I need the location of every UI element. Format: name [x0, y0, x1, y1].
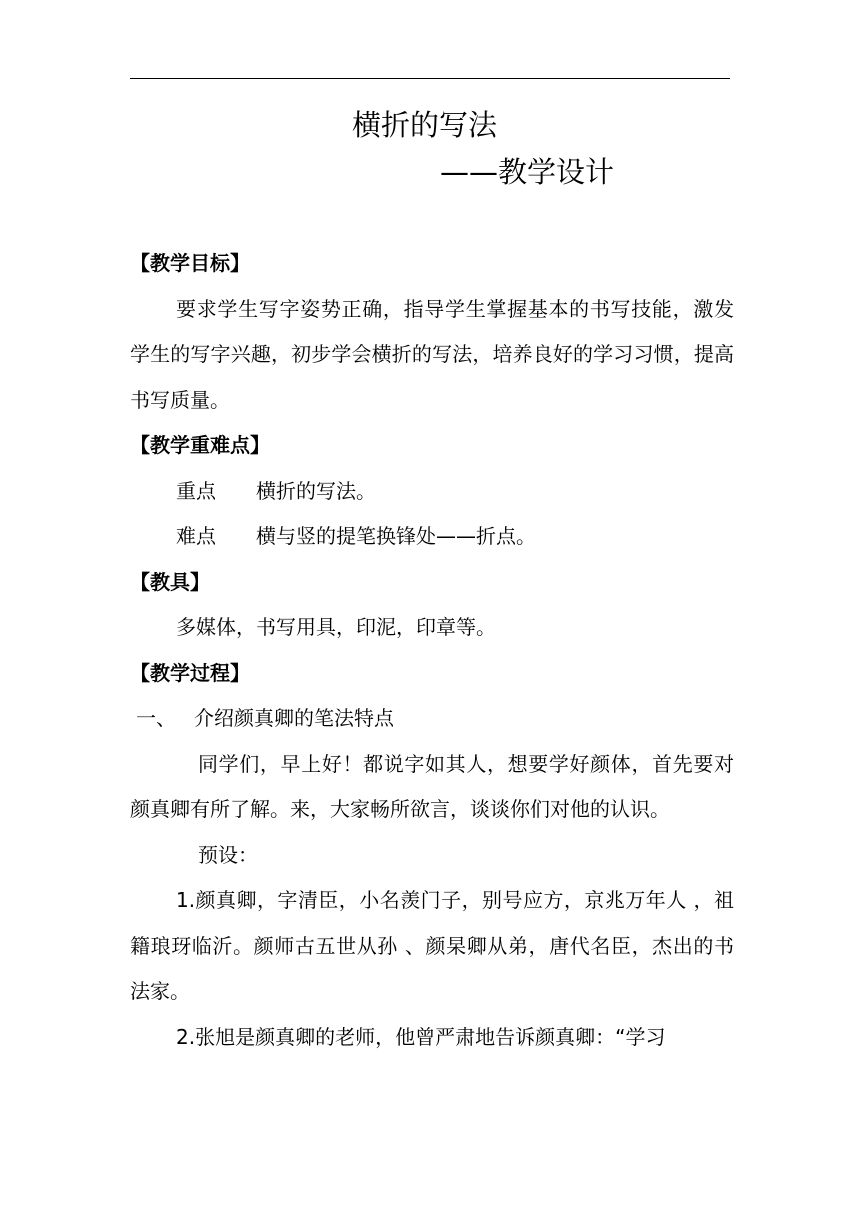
difficulty-text: 横与竖的提笔换锋处——折点。: [256, 524, 536, 548]
difficulty-label: 难点: [176, 524, 216, 548]
section-heading-goals: 【教学目标】: [130, 251, 250, 275]
list-item-1: 1.颜真卿，字清臣，小名羡门子，别号应方，京兆万年人 ，祖籍琅玡临沂。颜师古五世从孙 、颜杲卿从弟，唐代名臣，杰出的书法家。: [130, 888, 734, 1003]
focus-line: [130, 469, 734, 515]
list-item-2: 2.张旭是颜真卿的老师，他曾严肃地告诉颜真卿：“学习: [176, 1024, 666, 1049]
difficulty-line: [130, 514, 734, 560]
section-heading-tools: 【教具】: [130, 569, 210, 594]
header-rule: [130, 78, 730, 79]
focus-text: 横折的写法。: [256, 478, 376, 503]
section-heading-key-points: 【教学重难点】: [130, 433, 270, 457]
process-step-1-number: 一、: [136, 706, 176, 730]
goals-paragraph: 要求学生写字姿势正确，指导学生掌握基本的书写技能，激发学生的写字兴趣，初步学会横折的写法，培养良好的学习习惯，提高书写质量。: [130, 296, 734, 412]
focus-label: 重点: [176, 478, 216, 503]
preset-label: 预设：: [198, 842, 258, 867]
section-heading-process: 【教学过程】: [130, 660, 250, 685]
document-title: 横折的写法: [352, 108, 498, 142]
intro-paragraph: 同学们，早上好！都说字如其人，想要学好颜体，首先要对颜真卿有所了解。来，大家畅所欲言，谈谈你们对他的认识。: [130, 751, 734, 821]
tools-paragraph: 多媒体，书写用具，印泥，印章等。: [176, 615, 496, 639]
document-body: [130, 241, 734, 1060]
document-subtitle: ——教学设计: [440, 155, 615, 189]
process-step-1: [130, 696, 734, 742]
process-step-1-title: 介绍颜真卿的笔法特点: [194, 706, 394, 730]
